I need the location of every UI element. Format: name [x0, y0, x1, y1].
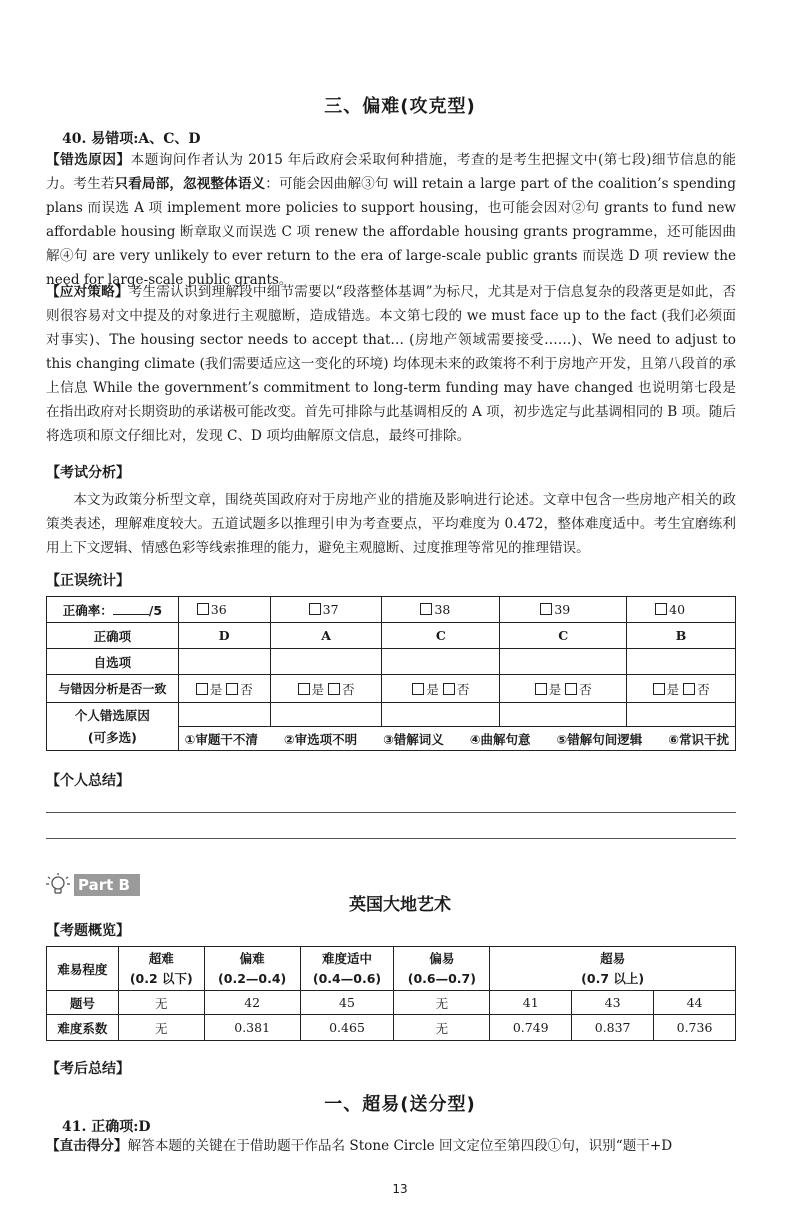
checkbox[interactable]	[328, 683, 340, 695]
checkbox[interactable]	[655, 603, 667, 615]
checkbox[interactable]	[226, 683, 238, 695]
qnum-cell: 43	[572, 991, 654, 1015]
row-label-self: 自选项	[47, 649, 179, 675]
answer-cell: A	[270, 623, 382, 649]
level-range: (0.2—0.4)	[218, 970, 287, 986]
question-41-heading: 41. 正确项:D	[62, 1119, 151, 1135]
exam-analysis-text: 本文为政策分析型文章，围绕英国政府对于房地产业的措施及影响进行论述。文章中包含一些房地产相关的政策类表述，理解难度较大。五道试题多以推理引申为考查要点，平均难度为 0.472，整体难度适中。考生宜磨练利用上下文逻辑、情感色彩等线索推理的能力，避免主观臆断、过度推理等常见的推理错误。	[46, 492, 736, 556]
post-exam-heading: 【考后总结】	[46, 1061, 130, 1077]
qnum-cell: 44	[654, 991, 736, 1015]
level-name: 偏难	[239, 950, 265, 966]
level-cell	[300, 947, 394, 991]
checkbox[interactable]	[653, 683, 665, 695]
error-reason-text-2: ：可能会因曲解③句 will retain a large part of the coalition’s spending plans 而误选 A 项 implement more policies to support housing，也可能会因对②句 grants to fund new affordable housing 断章取义而误选 C 项 renew the affordable housing grants programme，还可能因曲解④句 are very unlikely to ever return to the era of large-scale public grants 而误选 D 项 review the need for large-scale public grants。	[46, 176, 737, 288]
strategy-paragraph	[46, 280, 736, 448]
qnum-cell: 无	[394, 991, 490, 1015]
answer-cell: B	[627, 623, 736, 649]
coef-cell: 0.749	[490, 1015, 572, 1041]
no-label: 否	[240, 681, 253, 697]
exam-analysis-heading: 【考试分析】	[46, 465, 130, 481]
level-cell	[490, 947, 736, 991]
strategy-text: 考生需认识到理解段中细节需要以“段落整体基调”为标尺，尤其是对于信息复杂的段落更是如此，否则很容易对文中提及的对象进行主观臆断，造成错选。本文第七段的 we must face up to the fact (我们必须面对事实)、The housing sector needs to accept that… (房地产领域需要接受……)、We need to adjust to this changing climate (我们需要适应这一变化的环境) 均体现未来的政策将不利于房地产开发，且第八段首的承上信息 While the government’s commitment to long-term funding may have changed 也说明第七段是在指出政府对长期资助的承诺极可能改变。首先可排除与此基调相反的 A 项，初步选定与此基调相同的 B 项。随后将选项和原文仔细比对，发现 C、D 项均曲解原文信息，最终可排除。	[46, 284, 736, 444]
no-label: 否	[456, 681, 470, 697]
table-row	[47, 947, 736, 991]
summary-line[interactable]	[46, 838, 736, 839]
table-row	[47, 649, 736, 675]
row-label-match: 与错因分析是否一致	[47, 675, 179, 703]
reason-option[interactable]: ③错解词义	[383, 731, 444, 747]
coef-cell: 0.837	[572, 1015, 654, 1041]
error-reason-paragraph	[46, 148, 736, 292]
stats-table	[46, 596, 736, 751]
reason-blank-cell[interactable]	[500, 703, 627, 727]
question-number: 40	[669, 602, 686, 617]
no-label: 否	[579, 681, 592, 697]
strategy-tag: 【应对策略】	[46, 284, 129, 300]
self-answer-cell[interactable]	[178, 649, 270, 675]
rate-blank[interactable]	[113, 602, 149, 615]
match-cell	[500, 675, 627, 703]
checkbox[interactable]	[197, 603, 209, 615]
coef-cell: 0.465	[300, 1015, 394, 1041]
reason-option[interactable]: ④曲解句意	[469, 731, 531, 747]
coef-cell: 0.736	[654, 1015, 736, 1041]
reason-option[interactable]: ①审题干不清	[184, 731, 258, 747]
qnum-cell: 45	[300, 991, 394, 1015]
table-row	[47, 1015, 736, 1041]
match-cell	[270, 675, 382, 703]
yes-label: 是	[209, 681, 223, 697]
checkbox[interactable]	[420, 603, 432, 615]
personal-summary-heading: 【个人总结】	[46, 773, 130, 789]
self-answer-cell[interactable]	[382, 649, 500, 675]
reason-blank-cell[interactable]	[270, 703, 382, 727]
section-title-hard: 三、偏难(攻克型)	[324, 96, 476, 117]
answer-cell: C	[382, 623, 500, 649]
no-label: 否	[697, 681, 710, 697]
level-name: 超易	[600, 950, 626, 966]
direct-score-paragraph	[46, 1134, 736, 1158]
reason-blank-cell[interactable]	[178, 703, 270, 727]
question-number: 39	[554, 602, 571, 617]
summary-line[interactable]	[46, 812, 736, 813]
qnum-cell: 41	[490, 991, 572, 1015]
question-number: 38	[434, 602, 451, 617]
direct-score-tag: 【直击得分】	[46, 1138, 128, 1154]
level-header: 难易程度	[47, 947, 119, 991]
reason-label-line2: (可多选)	[87, 729, 137, 745]
table-row	[47, 597, 736, 623]
reason-options-cell	[178, 727, 735, 751]
checkbox[interactable]	[535, 683, 547, 695]
reason-blank-cell[interactable]	[627, 703, 736, 727]
part-b-label: Part B	[74, 874, 140, 896]
level-range: (0.7 以上)	[581, 970, 645, 986]
self-answer-cell[interactable]	[270, 649, 382, 675]
rate-label: 正确率：	[62, 602, 113, 618]
self-answer-cell[interactable]	[500, 649, 627, 675]
match-cell	[627, 675, 736, 703]
checkbox[interactable]	[298, 683, 310, 695]
checkbox[interactable]	[565, 683, 577, 695]
no-label: 否	[342, 681, 355, 697]
question-40-heading: 40. 易错项:A、C、D	[62, 131, 201, 147]
qnum-cell: 42	[204, 991, 300, 1015]
checkbox[interactable]	[540, 603, 552, 615]
checkbox[interactable]	[683, 683, 695, 695]
page-number: 13	[392, 1182, 408, 1196]
checkbox[interactable]	[309, 603, 321, 615]
level-range: (0.6—0.7)	[407, 970, 476, 986]
question-cell	[382, 597, 500, 623]
yes-label: 是	[666, 681, 680, 697]
coef-cell: 0.381	[204, 1015, 300, 1041]
match-cell	[382, 675, 500, 703]
checkbox[interactable]	[443, 683, 455, 695]
coef-cell: 无	[118, 1015, 204, 1041]
level-name: 难度适中	[322, 950, 373, 966]
checkbox[interactable]	[196, 683, 208, 695]
row-label-coef: 难度系数	[47, 1015, 119, 1041]
row-label-qnum: 题号	[47, 991, 119, 1015]
answer-cell: D	[178, 623, 270, 649]
reason-option[interactable]: ⑤错解句间逻辑	[556, 731, 643, 747]
table-row	[47, 623, 736, 649]
level-range: (0.4—0.6)	[312, 970, 382, 986]
level-cell	[204, 947, 300, 991]
question-cell	[178, 597, 270, 623]
level-name: 偏易	[429, 950, 455, 966]
level-name: 超难	[148, 950, 174, 966]
error-reason-tag: 【错选原因】	[46, 152, 131, 168]
reason-option[interactable]: ②审选项不明	[283, 731, 358, 747]
question-cell	[270, 597, 382, 623]
overview-table	[46, 946, 736, 1041]
part-b-title: 英国大地艺术	[349, 895, 451, 915]
table-row	[47, 675, 736, 703]
question-number: 37	[322, 602, 339, 617]
answer-cell: C	[500, 623, 627, 649]
reason-blank-cell[interactable]	[382, 703, 500, 727]
question-cell	[500, 597, 627, 623]
rate-cell	[47, 597, 179, 623]
level-cell	[394, 947, 490, 991]
error-reason-bold: 只看局部，忽视整体语义	[114, 176, 266, 192]
level-cell	[118, 947, 204, 991]
rate-total: /5	[148, 602, 163, 618]
overview-heading: 【考题概览】	[46, 923, 130, 939]
error-reason-text-1: 本题询问作者认为 2015 年后政府会采取何种措施，考查的是考生把握文中(第七段)细节信息的能力。考生若	[46, 152, 737, 192]
coef-cell: 无	[394, 1015, 490, 1041]
question-number: 36	[210, 602, 227, 617]
question-cell	[627, 597, 736, 623]
stats-heading: 【正误统计】	[46, 573, 130, 589]
table-row	[47, 703, 736, 727]
direct-score-text: 解答本题的关键在于借助题干作品名 Stone Circle 回文定位至第四段①句，识别“题干+D	[127, 1138, 673, 1154]
section-title-easy: 一、超易(送分型)	[324, 1094, 476, 1115]
yes-label: 是	[311, 681, 325, 697]
level-range: (0.2 以下)	[129, 970, 193, 986]
row-label-reason	[47, 703, 179, 751]
reason-option[interactable]: ⑥常识干扰	[668, 731, 729, 747]
match-cell	[178, 675, 270, 703]
table-row	[47, 991, 736, 1015]
row-label-correct: 正确项	[47, 623, 179, 649]
reason-label-line1: 个人错选原因	[74, 707, 150, 723]
yes-label: 是	[426, 681, 439, 697]
yes-label: 是	[548, 681, 562, 697]
checkbox[interactable]	[412, 683, 424, 695]
self-answer-cell[interactable]	[627, 649, 736, 675]
qnum-cell: 无	[118, 991, 204, 1015]
